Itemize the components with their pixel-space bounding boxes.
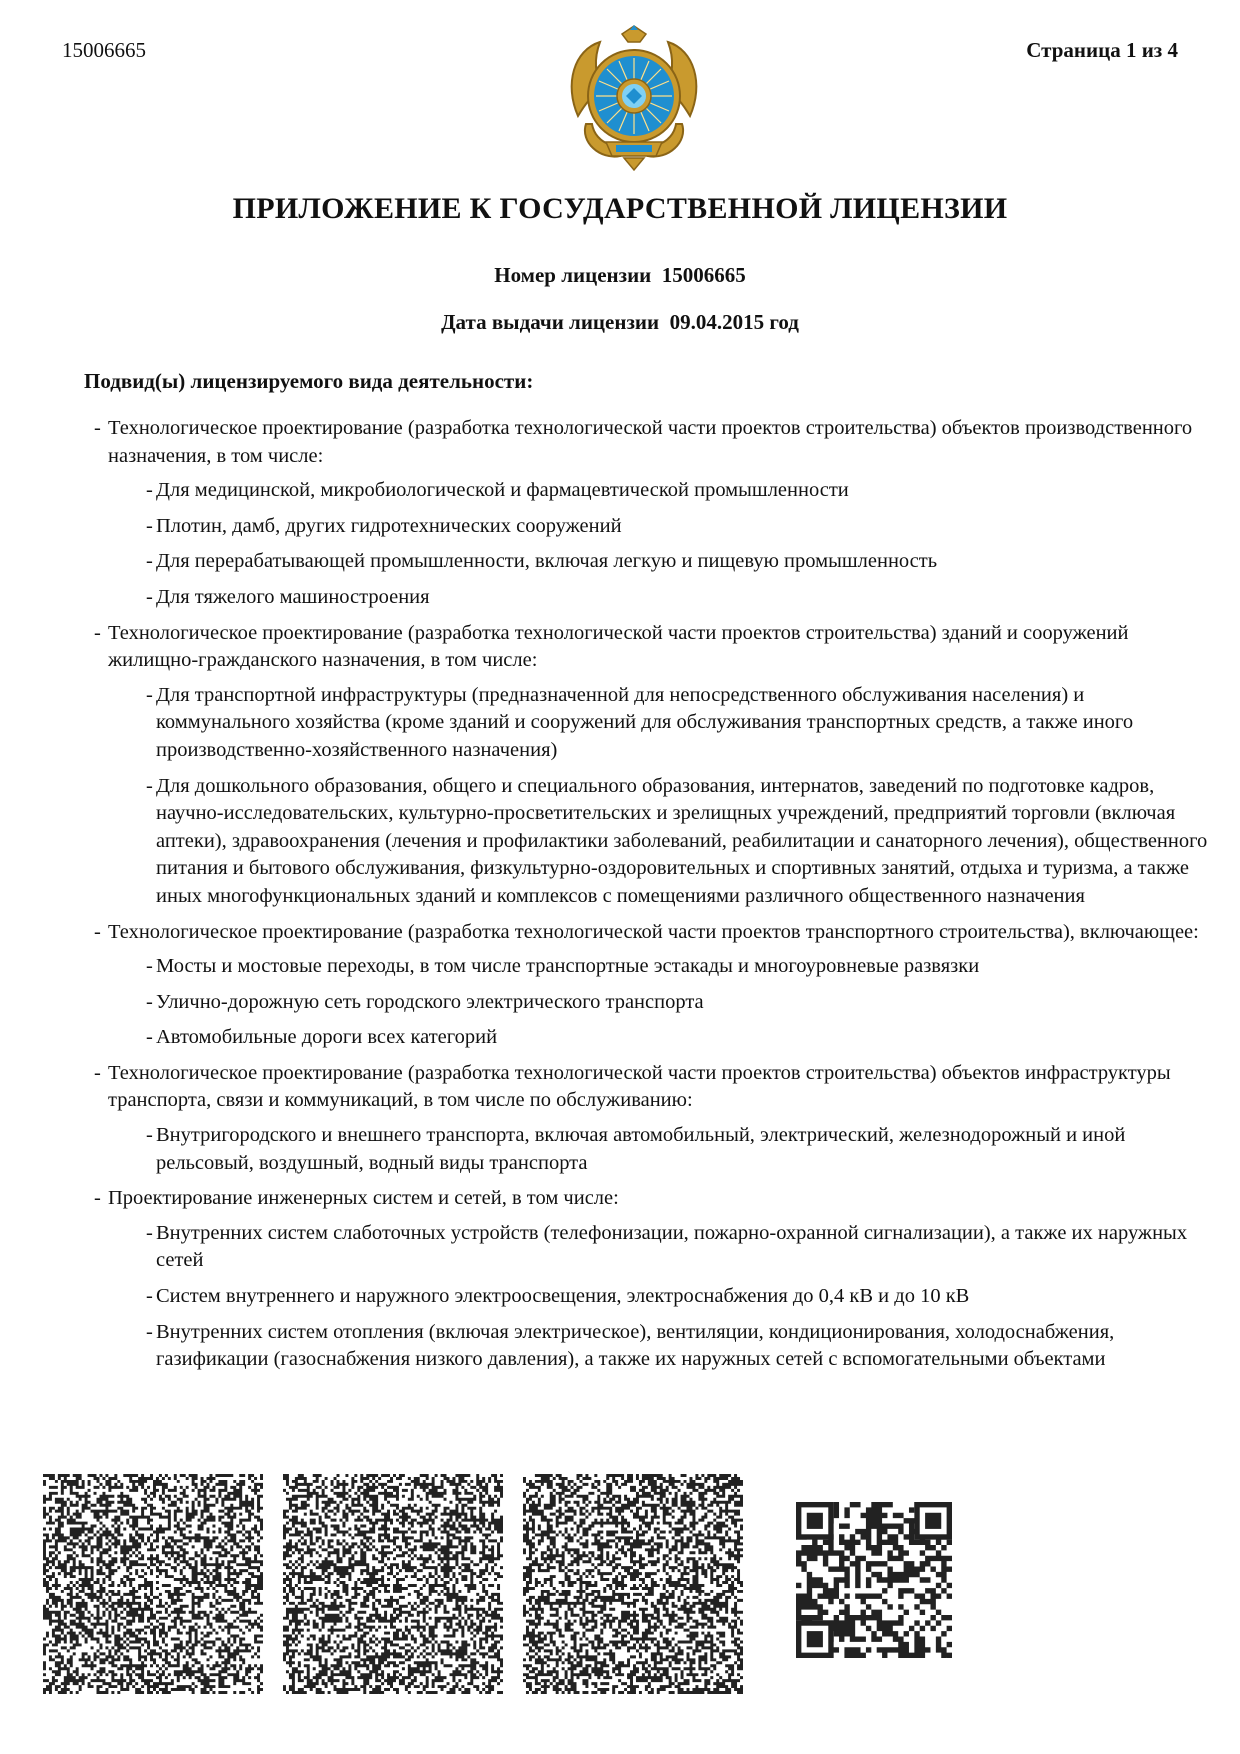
- license-date-value: 09.04.2015 год: [669, 310, 799, 334]
- list-subitem: - Для транспортной инфраструктуры (предназначенной для непосредственного обслуживания населения) и коммунального хозяйства (кроме зданий и сооружений для обслуживания транспортных средств, а также иного производственно-хозяйственного назначения): [146, 682, 1214, 765]
- license-number-value: 15006665: [661, 263, 746, 287]
- list-item: - Технологическое проектирование (разработка технологической части проектов строительства) объектов производственного назначения, в том числе:: [94, 415, 1214, 470]
- list-item: - Проектирование инженерных систем и сетей, в том числе:: [94, 1185, 1214, 1213]
- list-item: - Технологическое проектирование (разработка технологической части проектов строительства) объектов инфраструктуры транспорта, связи и коммуникаций, в том числе по обслуживанию:: [94, 1060, 1214, 1115]
- list-subitem: - Плотин, дамб, других гидротехнических сооружений: [146, 513, 1214, 541]
- 2d-barcode-icon: [522, 1474, 744, 1694]
- barcodes-strip: [0, 1474, 1240, 1694]
- qr-code-icon: [796, 1502, 952, 1658]
- list-subitem: - Мосты и мостовые переходы, в том числе транспортные эстакады и многоуровневые развязки: [146, 953, 1214, 981]
- kazakhstan-state-emblem-icon: [560, 24, 708, 172]
- list-item: - Технологическое проектирование (разработка технологической части проектов строительства) зданий и сооружений жилищно-гражданского назначения, в том числе:: [94, 620, 1214, 675]
- list-subitem: - Внутренних систем отопления (включая электрическое), вентиляции, кондиционирования, холодоснабжения, газификации (газоснабжения низкого давления), а также их наружных сетей с вспомогательными объектами: [146, 1319, 1214, 1374]
- list-subitem: - Для перерабатывающей промышленности, включая легкую и пищевую промышленность: [146, 548, 1214, 576]
- list-subitem: - Внутригородского и внешнего транспорта, включая автомобильный, электрический, железнодорожный и иной рельсовый, воздушный, водный виды транспорта: [146, 1122, 1214, 1177]
- list-subitem: - Для дошкольного образования, общего и специального образования, интернатов, заведений по подготовке кадров, научно-исследовательских, культурно-просветительских и зрелищных учреждений, предприятий торговли (включая аптеки), здравоохранения (лечения и профилактики заболеваний, реабилитации и санаторного лечения), общественного питания и бытового обслуживания, физкультурно-оздоровительных и спортивных занятий, отдыха и туризма, а также иных многофункциональных зданий и комплексов с помещениями различного общественного назначения: [146, 773, 1214, 911]
- license-number-label: Номер лицензии: [494, 263, 652, 287]
- activities-list: [94, 415, 1214, 1382]
- list-subitem: - Для тяжелого машиностроения: [146, 584, 1214, 612]
- document-title: ПРИЛОЖЕНИЕ К ГОСУДАРСТВЕННОЙ ЛИЦЕНЗИИ: [232, 192, 1008, 225]
- section-heading: Подвид(ы) лицензируемого вида деятельности:: [84, 369, 534, 393]
- list-item: - Технологическое проектирование (разработка технологической части проектов транспортного строительства), включающее:: [94, 919, 1214, 947]
- list-subitem: - Автомобильные дороги всех категорий: [146, 1024, 1214, 1052]
- page-indicator: Страница 1 из 4: [1026, 38, 1178, 62]
- list-subitem: - Улично-дорожную сеть городского электрического транспорта: [146, 989, 1214, 1017]
- license-date-label: Дата выдачи лицензии: [441, 310, 660, 334]
- license-number-line: [0, 263, 1240, 288]
- 2d-barcode-icon: [42, 1474, 264, 1694]
- list-subitem: - Внутренних систем слаботочных устройств (телефонизации, пожарно-охранной сигнализации), а также их наружных сетей: [146, 1220, 1214, 1275]
- 2d-barcode-icon: [282, 1474, 504, 1694]
- list-subitem: - Для медицинской, микробиологической и фармацевтической промышленности: [146, 477, 1214, 505]
- corner-license-number: 15006665: [62, 38, 146, 62]
- list-subitem: - Систем внутреннего и наружного электроосвещения, электроснабжения до 0,4 кВ и до 10 кВ: [146, 1283, 1214, 1311]
- license-date-line: [0, 310, 1240, 335]
